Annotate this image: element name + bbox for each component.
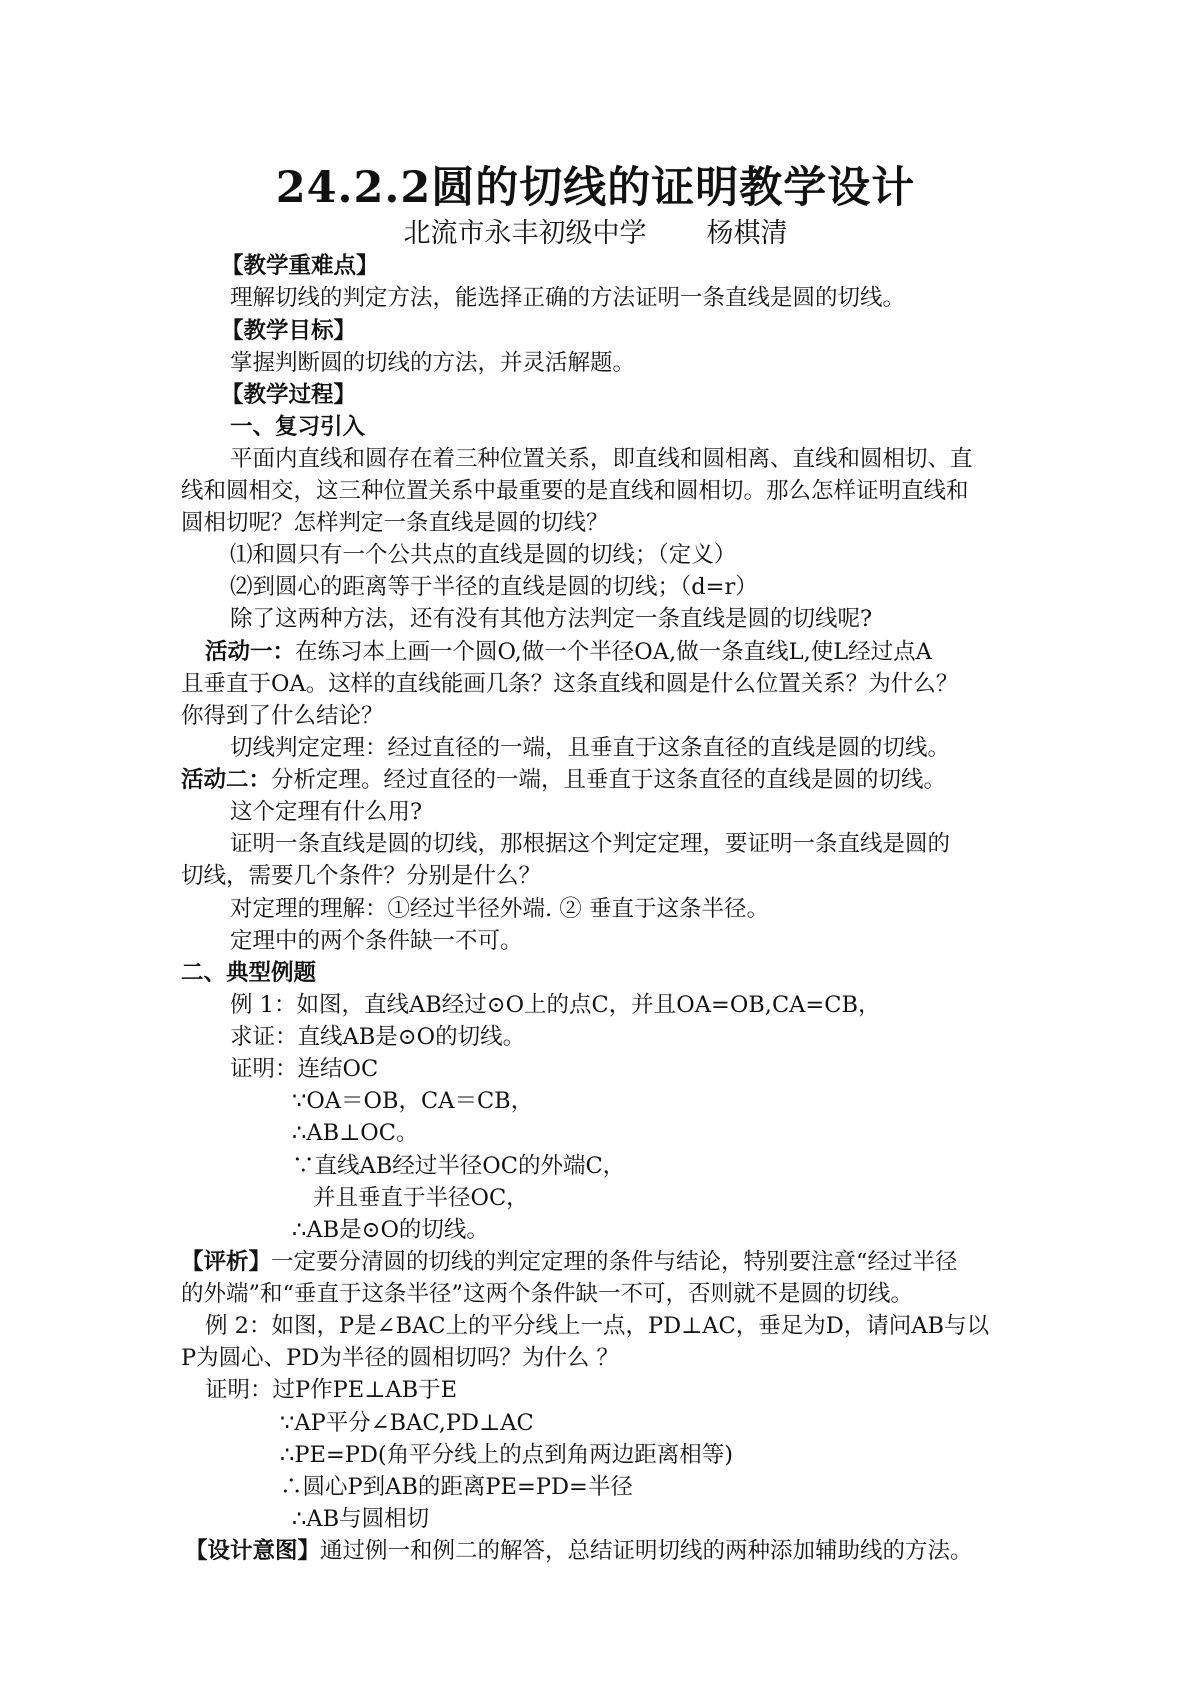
paragraph-line: 线和圆相交，这三种位置关系中最重要的是直线和圆相切。那么怎样证明直线和: [181, 478, 969, 504]
paragraph-line: 理解切线的判定方法，能选择正确的方法证明一条直线是圆的切线。: [230, 285, 906, 311]
example-one-statement: 例 1：如图，直线AB经过⊙O上的点C，并且OA=OB,CA=CB，: [230, 992, 881, 1018]
proof-line: ∵AP平分∠BAC,PD⊥AC: [280, 1410, 534, 1436]
design-intent-label: 【设计意图】: [185, 1538, 321, 1564]
proof-line: ∴PE=PD(角平分线上的点到角两边距离相等): [280, 1442, 733, 1468]
proof-line: 证明：过P作PE⊥AB于E: [205, 1377, 458, 1403]
paragraph-line: 你得到了什么结论？: [181, 703, 384, 729]
proof-line: ∴圆心P到AB的距离PE=PD=半径: [280, 1474, 633, 1500]
proof-line: ∵OA＝OB，CA＝CB，: [292, 1088, 534, 1114]
section-heading-process: 【教学过程】: [221, 382, 357, 408]
paragraph-line: P为圆心、PD为半径的圆相切吗？为什么 ？: [181, 1345, 619, 1371]
paragraph-line: 且垂直于OA。这样的直线能画几条？这条直线和圆是什么位置关系？为什么？: [181, 671, 959, 697]
comment-label: 【评析】: [181, 1249, 272, 1275]
proof-line: ∵直线AB经过半径OC的外端C，: [292, 1153, 626, 1179]
activity-one-text: 在练习本上画一个圆O,做一个半径OA,做一条直线L,使L经过点A: [295, 639, 932, 665]
proof-line: 证明：连结OC: [230, 1056, 379, 1082]
design-intent-text: 通过例一和例二的解答，总结证明切线的两种添加辅助线的方法。: [320, 1538, 973, 1564]
activity-two-line: [181, 764, 946, 796]
proof-line: ∴AB是⊙O的切线。: [292, 1217, 489, 1243]
paragraph-line: 对定理的理解：①经过半径外端. ② 垂直于这条半径。: [230, 896, 769, 922]
paragraph-line: 定理中的两个条件缺一不可。: [230, 928, 523, 954]
paragraph-line: 这个定理有什么用?: [230, 799, 423, 825]
activity-one-label: 活动一：: [205, 639, 296, 665]
paragraph-line: 切线，需要几个条件？分别是什么？: [181, 863, 542, 889]
paragraph-line: 掌握判断圆的切线的方法，并灵活解题。: [230, 350, 636, 376]
example-one-goal: 求证：直线AB是⊙O的切线。: [230, 1024, 526, 1050]
activity-two-label: 活动二：: [181, 767, 272, 793]
author-name: 杨棋清: [706, 218, 788, 249]
paragraph-line: 圆相切呢？怎样判定一条直线是圆的切线？: [181, 510, 609, 536]
paragraph-line: 除了这两种方法，还有没有其他方法判定一条直线是圆的切线呢?: [230, 606, 873, 632]
comment-text: 一定要分清圆的切线的判定定理的条件与结论，特别要注意“经过半径: [271, 1249, 958, 1275]
proof-line: 并且垂直于半径OC，: [313, 1185, 529, 1211]
activity-one-line: [205, 636, 932, 668]
section-heading-key-points: 【教学重难点】: [221, 253, 379, 279]
paragraph-line: 证明一条直线是圆的切线，那根据这个判定定理，要证明一条直线是圆的: [230, 831, 951, 857]
design-intent-line: [185, 1535, 973, 1567]
paragraph-line: 的外端”和“垂直于这条半径”这两个条件缺一不可，否则就不是圆的切线。: [181, 1281, 914, 1307]
page-title: 24.2.2圆的切线的证明教学设计: [275, 163, 916, 213]
comment-line: [181, 1246, 958, 1278]
list-item: ⑴和圆只有一个公共点的直线是圆的切线；（定义）: [230, 542, 737, 568]
list-item: ⑵到圆心的距离等于半径的直线是圆的切线；（d=r）: [230, 574, 758, 600]
author-line: [0, 216, 1191, 252]
subheading-examples: 二、典型例题: [181, 960, 317, 986]
example-two-statement: 例 2：如图，P是∠BAC上的平分线上一点，PD⊥AC，垂足为D，请问AB与以: [205, 1313, 990, 1339]
proof-line: ∴AB与圆相切: [292, 1506, 430, 1532]
theorem-line: 切线判定定理：经过直径的一端，且垂直于这条直径的直线是圆的切线。: [230, 735, 951, 761]
proof-line: ∴AB⊥OC。: [292, 1120, 419, 1146]
paragraph-line: 平面内直线和圆存在着三种位置关系，即直线和圆相离、直线和圆相切、直: [230, 446, 973, 472]
author-school: 北流市永丰初级中学: [403, 218, 647, 249]
activity-two-text: 分析定理。经过直径的一端，且垂直于这条直径的直线是圆的切线。: [271, 767, 947, 793]
subheading-review: 一、复习引入: [230, 414, 366, 440]
section-heading-goals: 【教学目标】: [221, 318, 357, 344]
